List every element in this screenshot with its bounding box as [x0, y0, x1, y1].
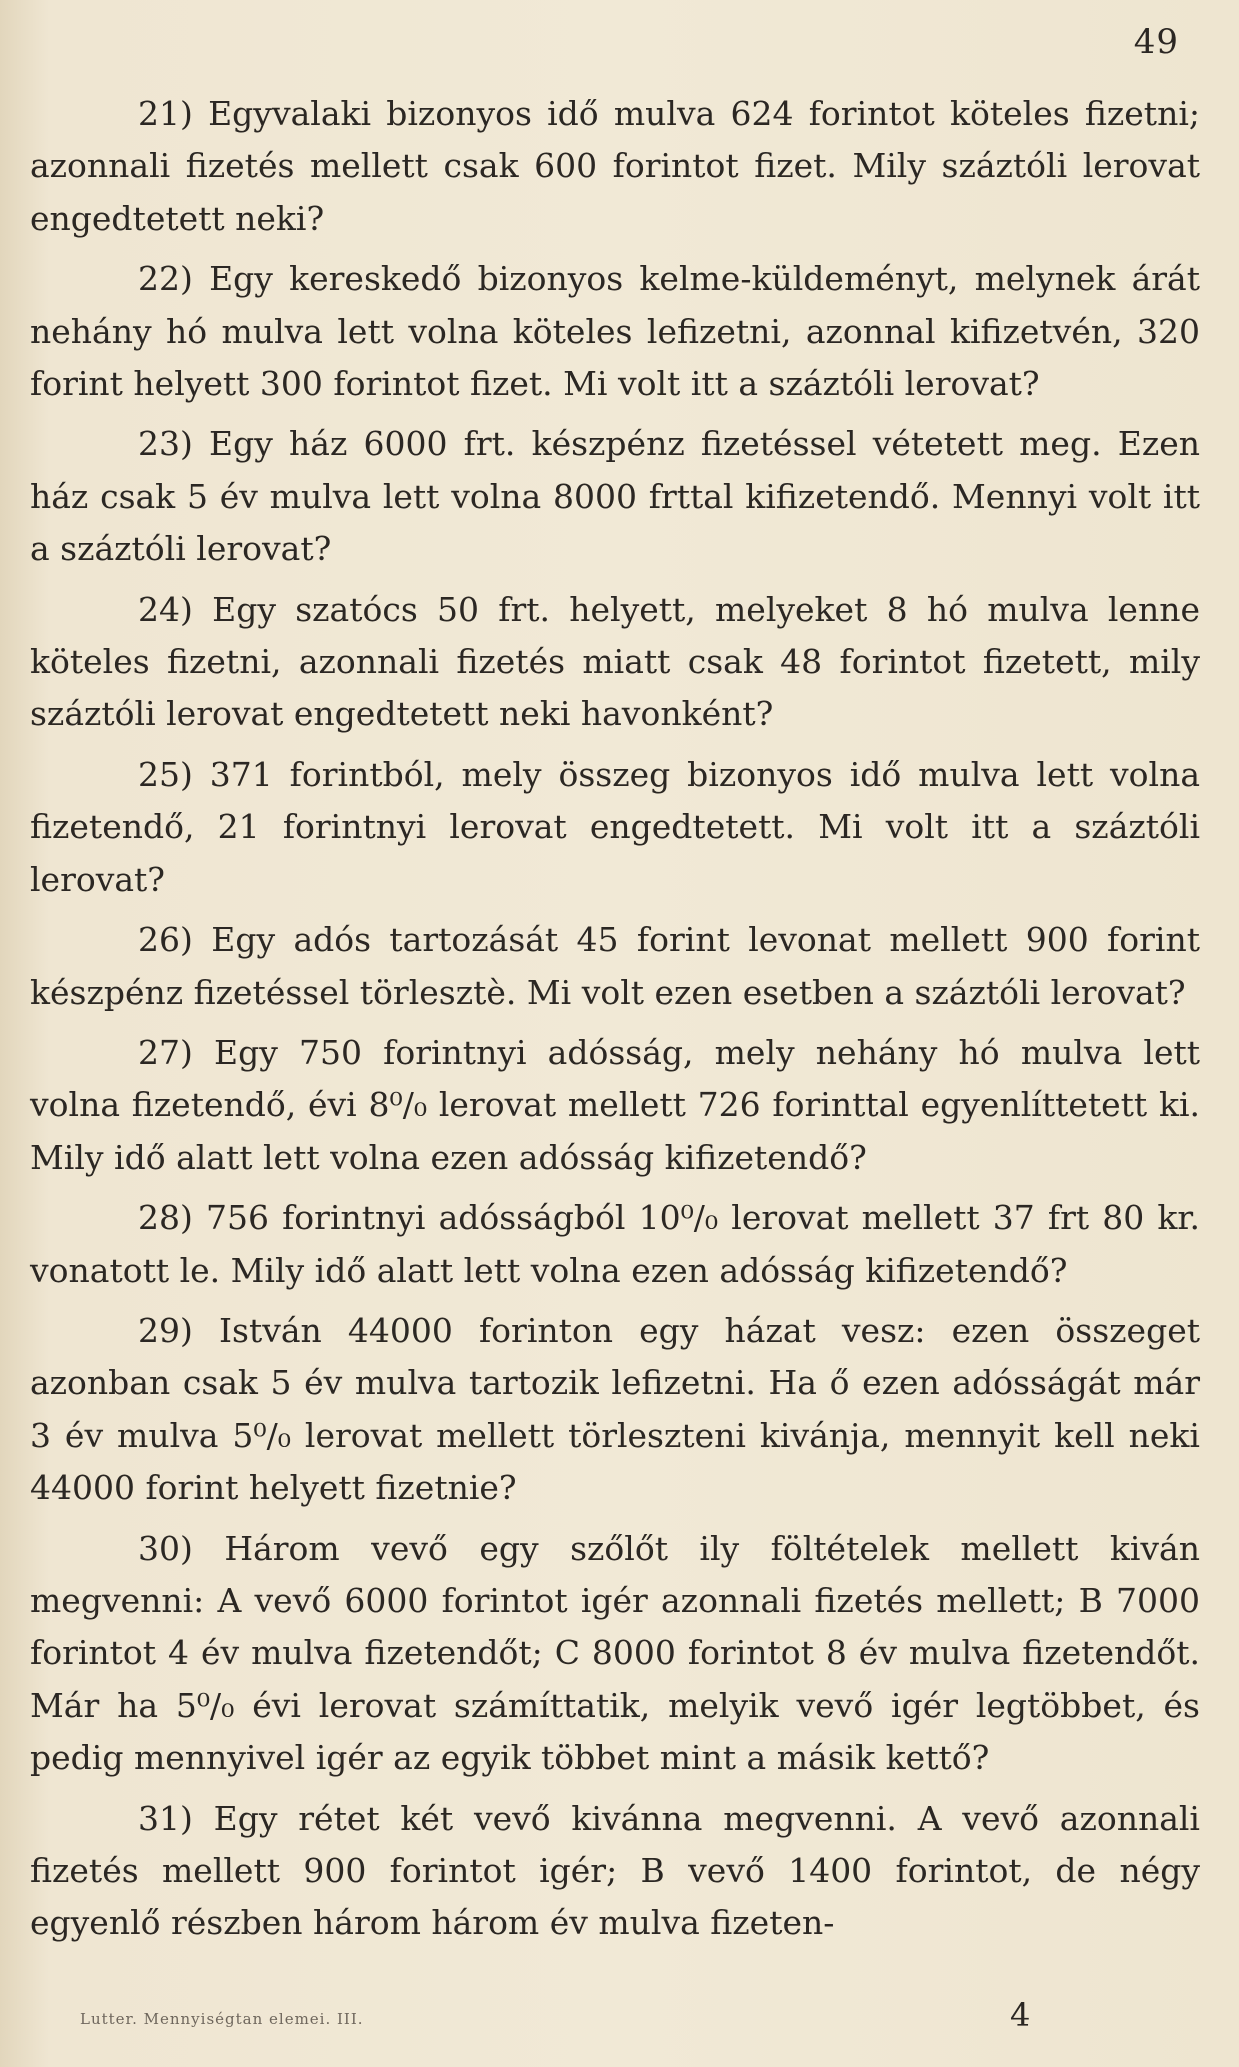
problem-list [30, 88, 1200, 1958]
problem-28: 28) 756 forintnyi adósságból 10⁰/₀ lerovat mellett 37 frt 80 kr. vonatott le. Mily idő alatt lett volna ezen adósság kifizetendő? [30, 1198, 1200, 1290]
page-number: 49 [1133, 22, 1179, 62]
signature-mark: 4 [1010, 1996, 1031, 2034]
problem-24: 24) Egy szatócs 50 frt. helyett, melyeket 8 hó mulva lenne köteles fizetni, azonnali fizetés miatt csak 48 forintot fizetett, mily száztóli lerovat engedtetett neki havonként? [30, 589, 1200, 734]
problem-21: 21) Egyvalaki bizonyos idő mulva 624 forintot köteles fizetni; azonnali fizetés mellett csak 600 forintot fizet. Mily száztóli lerovat engedtetett neki? [30, 94, 1200, 238]
problem-22: 22) Egy kereskedő bizonyos kelme-küldeményt, melynek árát nehány hó mulva lett volna köteles lefizetni, azonnal kifizetvén, 320 forint helyett 300 forintot fizet. Mi volt itt a száztóli lerovat? [30, 259, 1200, 404]
problem-31: 31) Egy rétet két vevő kivánna megvenni. A vevő azonnali fizetés mellett 900 forintot igér; B vevő 1400 forintot, de négy egyenlő részben három három év mulva fizeten- [30, 1798, 1200, 1943]
problem-23: 23) Egy ház 6000 frt. készpénz fizetéssel vétetett meg. Ezen ház csak 5 év mulva lett volna 8000 frttal kifizetendő. Mennyi volt itt a száztóli lerovat? [30, 424, 1200, 569]
problem-30: 30) Három vevő egy szőlőt ily föltételek mellett kiván megvenni: A vevő 6000 forintot igér azonnali fizetés mellett; B 7000 forintot 4 év mulva fizetendőt; C 8000 forintot 8 év mulva fizetendőt. Már ha 5⁰/₀ évi lerovat számíttatik, melyik vevő igér legtöbbet, és pedig mennyivel igér az egyik többet mint a másik kettő? [30, 1528, 1200, 1778]
problem-27: 27) Egy 750 forintnyi adósság, mely nehány hó mulva lett volna fizetendő, évi 8⁰/₀ lerovat mellett 726 forinttal egyenlíttetett ki. Mily idő alatt lett volna ezen adósság kifizetendő? [30, 1032, 1200, 1177]
problem-29: 29) István 44000 forinton egy házat vesz: ezen összeget azonban csak 5 év mulva tartozik lefizetni. Ha ő ezen adósságát már 3 év mulva 5⁰/₀ lerovat mellett törleszteni kivánja, mennyit kell neki 44000 forint helyett fizetnie? [30, 1310, 1200, 1508]
footer-note: Lutter. Mennyiségtan elemei. III. [80, 2010, 364, 2028]
problem-25: 25) 371 forintból, mely összeg bizonyos idő mulva lett volna fizetendő, 21 forintnyi lerovat engedtetett. Mi volt itt a száztóli lerovat? [30, 754, 1200, 899]
problem-26: 26) Egy adós tartozását 45 forint levonat mellett 900 forint készpénz fizetéssel törlesztè. Mi volt ezen esetben a száztóli lerovat? [30, 920, 1200, 1012]
